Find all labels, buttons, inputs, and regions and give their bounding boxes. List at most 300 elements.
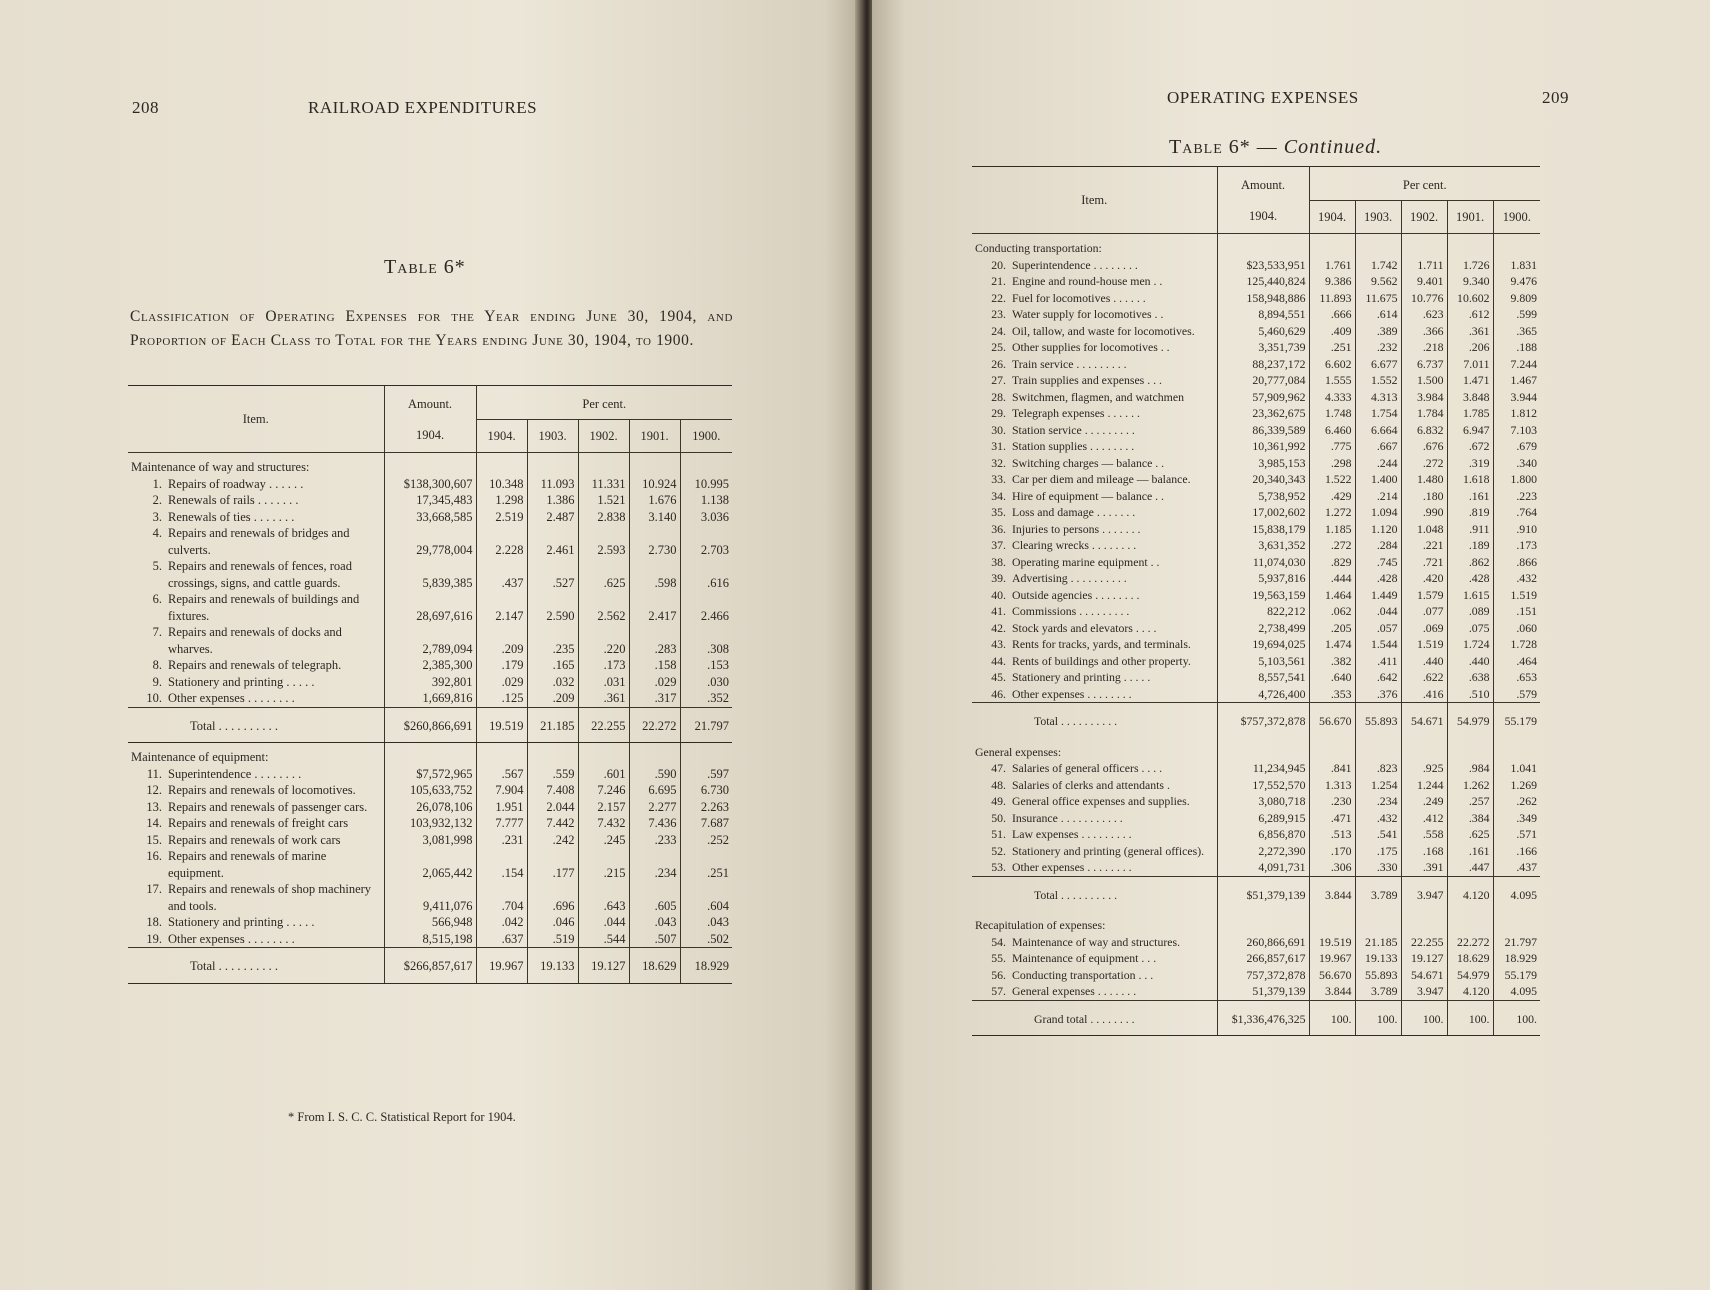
- percent-cell: .519: [527, 931, 578, 948]
- percent-cell: 1.449: [1355, 587, 1401, 604]
- item-label: Operating marine equipment . .: [1012, 554, 1160, 569]
- total-label: Total . . . . . . . . . .: [128, 707, 384, 743]
- percent-cell: 6.730: [680, 782, 732, 799]
- amount-cell: 2,738,499: [1217, 620, 1309, 637]
- total-percent: 19.127: [578, 948, 629, 984]
- percent-cell: .089: [1447, 603, 1493, 620]
- percent-cell: .412: [1401, 810, 1447, 827]
- table-row: [972, 471, 1540, 488]
- item-label: Repairs and renewals of freight cars: [168, 816, 349, 830]
- percent-cell: .075: [1447, 620, 1493, 637]
- item-label: Other supplies for locomotives . .: [1012, 340, 1170, 354]
- item-number: 44.: [991, 653, 1006, 668]
- item-label: Other expenses . . . . . . . .: [1012, 686, 1132, 701]
- percent-cell: 4.333: [1324, 389, 1352, 404]
- item-cell: [972, 389, 1217, 406]
- item-number: 50.: [991, 810, 1006, 825]
- percent-cell: .502: [680, 931, 732, 948]
- percent-cell: 3.140: [629, 509, 680, 526]
- total-percent: 22.255: [578, 707, 629, 743]
- percent-cell: .319: [1447, 455, 1493, 472]
- item-label: Hire of equipment — balance . .: [1012, 488, 1164, 503]
- percent-cell: 7.904: [495, 783, 524, 797]
- item-label: Train supplies and expenses . . .: [1012, 373, 1162, 387]
- percent-cell: 1.120: [1355, 521, 1401, 538]
- total-percent: 3.789: [1355, 876, 1401, 911]
- amount-cell: 4,726,400: [1217, 686, 1309, 703]
- table-row: [972, 950, 1540, 967]
- amount-cell: 4,091,731: [1217, 859, 1309, 876]
- percent-cell: [578, 743, 629, 766]
- amount-cell: 822,212: [1217, 603, 1309, 620]
- percent-cell: .513: [1330, 827, 1352, 841]
- percent-cell: .507: [629, 931, 680, 948]
- item-label: Maintenance of equipment . . .: [1012, 951, 1157, 965]
- table-row: [128, 848, 732, 881]
- year-header: 1902.: [578, 419, 629, 453]
- table-row: [972, 983, 1540, 1000]
- item-label: Other expenses . . . . . . . .: [168, 931, 295, 946]
- percent-cell: 1.800: [1493, 471, 1540, 488]
- percent-cell: 1.615: [1447, 587, 1493, 604]
- percent-cell: 1.522: [1324, 472, 1352, 486]
- percent-cell: 1.041: [1493, 760, 1540, 777]
- amount-cell: [1217, 234, 1309, 257]
- item-number: 8.: [152, 658, 162, 672]
- table-row: [972, 422, 1540, 439]
- percent-cell: [1401, 911, 1447, 934]
- item-label: Repairs and renewals of buildings and fixtures.: [168, 592, 360, 623]
- percent-cell: 19.133: [1355, 950, 1401, 967]
- percent-cell: .391: [1401, 859, 1447, 876]
- percent-cell: .625: [578, 558, 629, 591]
- total-amount: $260,866,691: [384, 707, 476, 743]
- percent-cell: .420: [1401, 570, 1447, 587]
- percent-cell: [680, 453, 732, 476]
- percent-cell: .823: [1355, 760, 1401, 777]
- total-percent: 19.519: [476, 707, 527, 743]
- table-row: [972, 793, 1540, 810]
- item-label: Stationery and printing . . . . .: [168, 674, 315, 689]
- item-label: Salaries of general officers . . . .: [1012, 761, 1163, 775]
- item-cell: [128, 766, 384, 783]
- percent-cell: 1.618: [1447, 471, 1493, 488]
- item-cell: [972, 983, 1217, 1000]
- item-number: 20.: [991, 257, 1006, 272]
- percent-cell: 19.127: [1401, 950, 1447, 967]
- total-percent: 100.: [1309, 1000, 1355, 1036]
- item-label: Repairs and renewals of docks and wharves.: [168, 625, 342, 656]
- item-label: Fuel for locomotives . . . . . .: [1012, 290, 1146, 305]
- percent-cell: 6.460: [1324, 422, 1352, 437]
- table-row: [972, 257, 1540, 274]
- item-number: 22.: [991, 290, 1006, 305]
- table-caption: Classification of Operating Expenses for the Year ending June 30, 1904, and Proportion of Each Class to Total for the Years ending June 30, 1904, to 1900.: [130, 308, 733, 349]
- percent-cell: [1401, 234, 1447, 257]
- amount-cell: 19,694,025: [1217, 636, 1309, 653]
- table-row: [972, 504, 1540, 521]
- item-number: 27.: [991, 373, 1006, 387]
- amount-cell: 8,557,541: [1217, 669, 1309, 686]
- percent-cell: 9.401: [1401, 273, 1447, 290]
- amount-cell: 392,801: [384, 674, 476, 691]
- item-cell: [128, 799, 384, 816]
- item-cell: [972, 356, 1217, 373]
- total-row: [972, 1000, 1540, 1036]
- total-percent: 19.133: [527, 948, 578, 984]
- percent-cell: 1.728: [1493, 636, 1540, 653]
- percent-cell: 6.832: [1401, 422, 1447, 439]
- amount-cell: 17,552,570: [1217, 777, 1309, 794]
- percent-cell: .189: [1447, 537, 1493, 554]
- item-number: 57.: [991, 984, 1006, 998]
- item-label: Repairs and renewals of fences, road crossings, signs, and cattle guards.: [168, 559, 352, 590]
- table-row: [972, 859, 1540, 876]
- item-number: 23.: [991, 307, 1006, 321]
- percent-cell: .432: [1493, 570, 1540, 587]
- item-cell: [972, 810, 1217, 827]
- amount-cell: 23,362,675: [1217, 405, 1309, 422]
- total-percent: 55.179: [1493, 703, 1540, 738]
- amount-cell: 8,894,551: [1217, 306, 1309, 323]
- percent-cell: .031: [578, 674, 629, 691]
- item-number: 1.: [152, 476, 162, 491]
- table-row: [972, 521, 1540, 538]
- item-label: Station supplies . . . . . . . .: [1012, 439, 1135, 453]
- percent-cell: .444: [1330, 571, 1352, 585]
- percent-cell: [629, 453, 680, 476]
- right-expense-table: [972, 166, 1540, 1036]
- percent-cell: .057: [1355, 620, 1401, 637]
- percent-cell: [1493, 234, 1540, 257]
- amount-cell: 260,866,691: [1217, 934, 1309, 951]
- percent-cell: 11.331: [578, 476, 629, 493]
- percent-cell: .044: [578, 914, 629, 931]
- amount-header: Amount.: [384, 386, 476, 420]
- percent-cell: 10.348: [489, 476, 524, 491]
- percent-cell: 4.120: [1447, 983, 1493, 1000]
- percent-cell: .221: [1401, 537, 1447, 554]
- item-label: Outside agencies . . . . . . . .: [1012, 587, 1140, 602]
- group-heading-row: [972, 738, 1540, 761]
- table-row: [972, 372, 1540, 389]
- amount-cell: 88,237,172: [1217, 356, 1309, 373]
- item-cell: [972, 488, 1217, 505]
- total-percent: 54.979: [1447, 703, 1493, 738]
- item-number: 31.: [991, 439, 1006, 453]
- percent-cell: .209: [527, 690, 578, 707]
- year-header: 1904.: [384, 419, 476, 453]
- percent-cell: [1355, 234, 1401, 257]
- percent-cell: 7.244: [1493, 356, 1540, 373]
- percent-cell: 1.521: [578, 492, 629, 509]
- item-cell: [128, 657, 384, 674]
- percent-cell: .440: [1401, 653, 1447, 670]
- item-cell: [128, 624, 384, 657]
- table-row: [972, 686, 1540, 703]
- table-row: [972, 826, 1540, 843]
- percent-cell: 2.562: [578, 591, 629, 624]
- percent-cell: .272: [1330, 538, 1352, 552]
- year-header: 1904.: [1217, 200, 1309, 234]
- total-percent: 100.: [1355, 1000, 1401, 1036]
- table-row: [128, 690, 732, 707]
- amount-cell: 2,065,442: [384, 848, 476, 881]
- percent-cell: 1.579: [1401, 587, 1447, 604]
- item-number: 43.: [991, 637, 1006, 651]
- percent-cell: .060: [1493, 620, 1540, 637]
- percent-cell: 56.670: [1319, 967, 1352, 982]
- item-number: 33.: [991, 472, 1006, 486]
- total-percent: 21.797: [680, 707, 732, 743]
- total-amount: $51,379,139: [1217, 876, 1309, 911]
- percent-cell: .447: [1447, 859, 1493, 876]
- percent-cell: 1.812: [1493, 405, 1540, 422]
- total-row: [972, 703, 1540, 738]
- percent-cell: .676: [1401, 438, 1447, 455]
- percent-cell: .170: [1330, 843, 1352, 858]
- percent-cell: 1.272: [1324, 505, 1352, 519]
- item-cell: [972, 620, 1217, 637]
- item-number: 18.: [146, 915, 162, 929]
- item-number: 29.: [991, 406, 1006, 420]
- percent-cell: .612: [1447, 306, 1493, 323]
- amount-cell: 29,778,004: [384, 525, 476, 558]
- item-header: Item.: [972, 167, 1217, 234]
- percent-cell: .389: [1355, 323, 1401, 340]
- percent-cell: 1.726: [1447, 257, 1493, 274]
- total-percent: 3.947: [1401, 876, 1447, 911]
- total-percent: 18.929: [680, 948, 732, 984]
- item-cell: [128, 476, 384, 493]
- item-number: 32.: [991, 455, 1006, 470]
- item-number: 11.: [146, 766, 162, 781]
- percent-cell: .218: [1401, 339, 1447, 356]
- amount-cell: 3,080,718: [1217, 793, 1309, 810]
- amount-cell: 2,789,094: [384, 624, 476, 657]
- percent-cell: 1.519: [1493, 587, 1540, 604]
- percent-cell: 2.461: [527, 525, 578, 558]
- percent-cell: 1.754: [1355, 405, 1401, 422]
- year-header: 1902.: [1401, 200, 1447, 234]
- total-label: Total . . . . . . . . . .: [128, 948, 384, 984]
- percent-cell: .862: [1447, 554, 1493, 571]
- table-row: [972, 389, 1540, 406]
- percent-cell: 2.519: [495, 509, 524, 524]
- total-percent: 100.: [1401, 1000, 1447, 1036]
- item-cell: [972, 455, 1217, 472]
- percent-cell: 55.893: [1355, 967, 1401, 984]
- item-cell: [128, 674, 384, 691]
- item-cell: [972, 587, 1217, 604]
- percent-cell: .230: [1330, 794, 1352, 808]
- item-label: Repairs of roadway . . . . . .: [168, 476, 304, 491]
- right-running-head: OPERATING EXPENSES: [1167, 88, 1359, 107]
- amount-cell: 103,932,132: [384, 815, 476, 832]
- percent-cell: 2.487: [527, 509, 578, 526]
- item-label: Superintendence . . . . . . . .: [1012, 257, 1138, 272]
- percent-cell: 6.664: [1355, 422, 1401, 439]
- percent-cell: .353: [1330, 686, 1352, 701]
- percent-cell: 54.671: [1401, 967, 1447, 984]
- percent-cell: .432: [1355, 810, 1401, 827]
- percent-cell: .069: [1401, 620, 1447, 637]
- item-number: 39.: [991, 571, 1006, 585]
- item-cell: [972, 859, 1217, 876]
- percent-cell: [527, 453, 578, 476]
- amount-cell: 5,103,561: [1217, 653, 1309, 670]
- item-cell: [128, 914, 384, 931]
- percent-cell: [1493, 911, 1540, 934]
- amount-cell: 15,838,179: [1217, 521, 1309, 538]
- amount-cell: [384, 453, 476, 476]
- amount-cell: 3,631,352: [1217, 537, 1309, 554]
- table-row: [128, 881, 732, 914]
- percent-cell: 21.797: [1493, 934, 1540, 951]
- amount-cell: 17,345,483: [384, 492, 476, 509]
- group-heading: Maintenance of way and structures:: [131, 460, 310, 474]
- total-amount: $266,857,617: [384, 948, 476, 984]
- percent-cell: .165: [527, 657, 578, 674]
- item-cell: [972, 777, 1217, 794]
- right-table-title-suffix: Continued.: [1283, 136, 1383, 158]
- total-percent: 100.: [1447, 1000, 1493, 1036]
- amount-cell: 3,985,153: [1217, 455, 1309, 472]
- percent-cell: 1.831: [1493, 257, 1540, 274]
- table-row: [972, 967, 1540, 984]
- item-label: Water supply for locomotives . .: [1012, 307, 1164, 321]
- percent-cell: .043: [629, 914, 680, 931]
- percent-cell: .764: [1493, 504, 1540, 521]
- item-number: 2.: [152, 493, 162, 507]
- percent-cell: .308: [680, 624, 732, 657]
- percent-cell: 1.724: [1447, 636, 1493, 653]
- percent-cell: [1355, 738, 1401, 761]
- percent-cell: .625: [1447, 826, 1493, 843]
- right-table-title: [1169, 136, 1382, 159]
- amount-cell: 28,697,616: [384, 591, 476, 624]
- percent-cell: .638: [1447, 669, 1493, 686]
- percent-cell: 1.262: [1447, 777, 1493, 794]
- percent-cell: .653: [1493, 669, 1540, 686]
- left-table-title: Table 6*: [384, 256, 466, 278]
- percent-cell: .411: [1355, 653, 1401, 670]
- year-header: 1901.: [629, 419, 680, 453]
- percent-cell: [476, 453, 527, 476]
- item-label: Telegraph expenses . . . . . .: [1012, 406, 1140, 420]
- percent-cell: [527, 743, 578, 766]
- percent-cell: .616: [680, 558, 732, 591]
- table-row: [972, 554, 1540, 571]
- amount-cell: 8,515,198: [384, 931, 476, 948]
- item-number: 14.: [146, 816, 162, 830]
- percent-cell: 1.519: [1401, 636, 1447, 653]
- left-running-head: RAILROAD EXPENDITURES: [308, 98, 538, 117]
- percent-cell: .029: [629, 674, 680, 691]
- percent-cell: 2.590: [527, 591, 578, 624]
- percent-cell: .866: [1493, 554, 1540, 571]
- percent-cell: .704: [501, 898, 524, 913]
- item-label: General office expenses and supplies.: [1012, 794, 1190, 808]
- item-number: 47.: [991, 761, 1006, 775]
- percent-cell: 6.737: [1401, 356, 1447, 373]
- table-row: [972, 620, 1540, 637]
- table-row: [972, 455, 1540, 472]
- percent-cell: .376: [1355, 686, 1401, 703]
- percent-cell: [578, 453, 629, 476]
- percent-cell: .841: [1330, 761, 1352, 775]
- percent-cell: 4.095: [1493, 983, 1540, 1000]
- percent-cell: 1.784: [1401, 405, 1447, 422]
- percent-cell: .440: [1447, 653, 1493, 670]
- amount-cell: [1217, 738, 1309, 761]
- percent-cell: 7.246: [578, 782, 629, 799]
- table-row: [128, 492, 732, 509]
- percent-cell: 9.386: [1324, 274, 1352, 288]
- amount-cell: 20,777,084: [1217, 372, 1309, 389]
- table-row: [128, 931, 732, 948]
- percent-cell: .173: [578, 657, 629, 674]
- percent-cell: .168: [1401, 843, 1447, 860]
- amount-cell: 11,074,030: [1217, 554, 1309, 571]
- percent-cell: .428: [1447, 570, 1493, 587]
- percent-cell: 2.147: [495, 608, 524, 623]
- total-label: Total . . . . . . . . . .: [972, 703, 1217, 738]
- percent-cell: .283: [629, 624, 680, 657]
- table-row: [972, 587, 1540, 604]
- percent-cell: 1.048: [1401, 521, 1447, 538]
- percent-cell: 3.789: [1355, 983, 1401, 1000]
- table-row: [972, 669, 1540, 686]
- percent-cell: 18.929: [1493, 950, 1540, 967]
- item-number: 3.: [152, 509, 162, 524]
- percent-cell: .179: [501, 658, 524, 672]
- item-number: 55.: [991, 951, 1006, 965]
- percent-cell: 10.995: [680, 476, 732, 493]
- amount-cell: 33,668,585: [384, 509, 476, 526]
- percent-cell: .666: [1330, 307, 1352, 321]
- total-amount: $757,372,878: [1217, 703, 1309, 738]
- item-cell: [972, 843, 1217, 860]
- percent-cell: .330: [1355, 859, 1401, 876]
- percent-cell: 1.464: [1324, 587, 1352, 602]
- item-number: 16.: [146, 849, 162, 863]
- total-label: Grand total . . . . . . . .: [972, 1000, 1217, 1036]
- percent-cell: 7.436: [629, 815, 680, 832]
- percent-cell: 2.838: [578, 509, 629, 526]
- percent-cell: .428: [1355, 570, 1401, 587]
- percent-cell: 1.748: [1324, 406, 1352, 420]
- percent-cell: .166: [1493, 843, 1540, 860]
- percent-cell: .234: [1355, 793, 1401, 810]
- item-number: 56.: [991, 967, 1006, 982]
- percent-cell: 2.466: [680, 591, 732, 624]
- item-number: 45.: [991, 670, 1006, 684]
- amount-cell: 757,372,878: [1217, 967, 1309, 984]
- percent-cell: 10.924: [629, 476, 680, 493]
- table-row: [972, 636, 1540, 653]
- item-cell: [128, 509, 384, 526]
- table-row: [972, 537, 1540, 554]
- item-label: Superintendence . . . . . . . .: [168, 766, 302, 781]
- percent-cell: 10.776: [1401, 290, 1447, 307]
- percent-cell: [1309, 738, 1355, 761]
- percent-cell: 1.386: [527, 492, 578, 509]
- percent-cell: .029: [501, 674, 524, 689]
- item-number: 13.: [146, 799, 162, 814]
- percent-cell: 2.044: [527, 799, 578, 816]
- percent-cell: .361: [578, 690, 629, 707]
